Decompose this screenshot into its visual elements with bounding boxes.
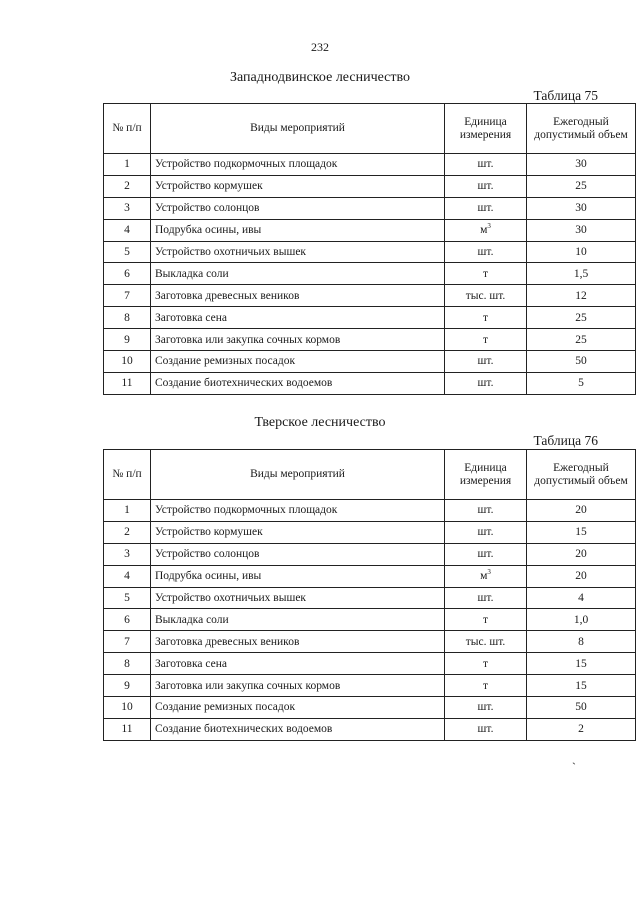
row-number: 11 xyxy=(104,718,151,740)
activity-name: Заготовка или закупка сочных кормов xyxy=(151,329,445,351)
volume-cell: 25 xyxy=(527,307,636,329)
table-row xyxy=(104,609,636,631)
unit-cell: тыс. шт. xyxy=(445,285,527,307)
activity-table-2 xyxy=(103,449,636,741)
unit-cell: шт. xyxy=(445,521,527,543)
activity-name: Подрубка осины, ивы xyxy=(151,565,445,587)
unit-text: м xyxy=(480,570,488,583)
col-header-name: Виды мероприятий xyxy=(151,104,445,154)
row-number: 1 xyxy=(104,500,151,522)
table-row xyxy=(104,587,636,609)
table-caption-1: Таблица 75 xyxy=(533,88,598,103)
activity-name: Устройство солонцов xyxy=(151,543,445,565)
table-header-row xyxy=(104,104,636,154)
activity-name: Заготовка древесных веников xyxy=(151,631,445,653)
row-number: 11 xyxy=(104,372,151,394)
unit-cell: шт. xyxy=(445,241,527,263)
table-row xyxy=(104,675,636,697)
table-row xyxy=(104,285,636,307)
table-row xyxy=(104,241,636,263)
row-number: 2 xyxy=(104,521,151,543)
table-row xyxy=(104,175,636,197)
volume-cell: 4 xyxy=(527,587,636,609)
section-title-1: Западнодвинское лесничество xyxy=(229,70,411,85)
table-caption-2: Таблица 76 xyxy=(533,433,598,448)
row-number: 5 xyxy=(104,241,151,263)
table-row xyxy=(104,154,636,176)
activity-name: Устройство охотничьих вышек xyxy=(151,587,445,609)
table-row xyxy=(104,219,636,241)
row-number: 9 xyxy=(104,329,151,351)
volume-cell: 5 xyxy=(527,372,636,394)
activity-name: Заготовка древесных веников xyxy=(151,285,445,307)
volume-cell: 25 xyxy=(527,175,636,197)
table-row xyxy=(104,307,636,329)
activity-name: Создание биотехнических водоемов xyxy=(151,372,445,394)
volume-cell: 15 xyxy=(527,521,636,543)
volume-cell: 8 xyxy=(527,631,636,653)
row-number: 2 xyxy=(104,175,151,197)
volume-cell: 50 xyxy=(527,351,636,373)
unit-superscript: 3 xyxy=(487,568,491,577)
unit-cell: т xyxy=(445,263,527,285)
table-row xyxy=(104,372,636,394)
table-row xyxy=(104,718,636,740)
table-row xyxy=(104,543,636,565)
table-row xyxy=(104,697,636,719)
unit-cell xyxy=(445,565,527,587)
row-number: 5 xyxy=(104,587,151,609)
row-number: 7 xyxy=(104,285,151,307)
unit-cell: шт. xyxy=(445,543,527,565)
activity-name: Создание биотехнических водоемов xyxy=(151,718,445,740)
unit-cell: шт. xyxy=(445,154,527,176)
unit-cell: шт. xyxy=(445,718,527,740)
row-number: 10 xyxy=(104,697,151,719)
row-number: 3 xyxy=(104,197,151,219)
volume-cell: 15 xyxy=(527,675,636,697)
volume-cell: 20 xyxy=(527,500,636,522)
unit-cell: шт. xyxy=(445,175,527,197)
activity-name: Устройство охотничьих вышек xyxy=(151,241,445,263)
table-row xyxy=(104,197,636,219)
col-header-unit: Единица измерения xyxy=(445,450,527,500)
activity-name: Устройство кормушек xyxy=(151,175,445,197)
col-header-volume: Ежегодный допустимый объем xyxy=(527,450,636,500)
table-row xyxy=(104,565,636,587)
activity-name: Заготовка или закупка сочных кормов xyxy=(151,675,445,697)
activity-name: Заготовка сена xyxy=(151,307,445,329)
unit-cell: тыс. шт. xyxy=(445,631,527,653)
table-row xyxy=(104,351,636,373)
table-row xyxy=(104,653,636,675)
unit-cell: т xyxy=(445,653,527,675)
activity-name: Подрубка осины, ивы xyxy=(151,219,445,241)
row-number: 10 xyxy=(104,351,151,373)
unit-cell: т xyxy=(445,329,527,351)
unit-cell xyxy=(445,219,527,241)
volume-cell: 50 xyxy=(527,697,636,719)
unit-cell: т xyxy=(445,609,527,631)
activity-name: Выкладка соли xyxy=(151,609,445,631)
unit-cell: шт. xyxy=(445,587,527,609)
activity-name: Устройство кормушек xyxy=(151,521,445,543)
table-body-1 xyxy=(104,154,636,395)
unit-cell: т xyxy=(445,675,527,697)
volume-cell: 20 xyxy=(527,565,636,587)
col-header-unit: Единица измерения xyxy=(445,104,527,154)
activity-name: Выкладка соли xyxy=(151,263,445,285)
activity-name: Заготовка сена xyxy=(151,653,445,675)
row-number: 3 xyxy=(104,543,151,565)
row-number: 6 xyxy=(104,263,151,285)
stray-mark: ` xyxy=(572,760,576,774)
activity-name: Устройство подкормочных площадок xyxy=(151,500,445,522)
unit-cell: т xyxy=(445,307,527,329)
col-header-num: № п/п xyxy=(104,104,151,154)
row-number: 7 xyxy=(104,631,151,653)
volume-cell: 2 xyxy=(527,718,636,740)
volume-cell: 30 xyxy=(527,154,636,176)
volume-cell: 1,0 xyxy=(527,609,636,631)
activity-name: Создание ремизных посадок xyxy=(151,351,445,373)
activity-table-1 xyxy=(103,103,636,395)
row-number: 9 xyxy=(104,675,151,697)
row-number: 4 xyxy=(104,219,151,241)
row-number: 1 xyxy=(104,154,151,176)
unit-cell: шт. xyxy=(445,197,527,219)
volume-cell: 20 xyxy=(527,543,636,565)
volume-cell: 30 xyxy=(527,219,636,241)
activity-name: Создание ремизных посадок xyxy=(151,697,445,719)
page-number: 232 xyxy=(311,40,329,54)
activity-name: Устройство солонцов xyxy=(151,197,445,219)
unit-cell: шт. xyxy=(445,351,527,373)
table-body-2 xyxy=(104,500,636,741)
row-number: 8 xyxy=(104,307,151,329)
unit-superscript: 3 xyxy=(487,222,491,231)
unit-text: м xyxy=(480,224,488,237)
table-row xyxy=(104,500,636,522)
volume-cell: 30 xyxy=(527,197,636,219)
volume-cell: 10 xyxy=(527,241,636,263)
table-row xyxy=(104,263,636,285)
unit-cell: шт. xyxy=(445,697,527,719)
table-row xyxy=(104,521,636,543)
section-title-2: Тверское лесничество xyxy=(254,415,386,430)
volume-cell: 15 xyxy=(527,653,636,675)
volume-cell: 12 xyxy=(527,285,636,307)
unit-cell: шт. xyxy=(445,372,527,394)
table-header-row xyxy=(104,450,636,500)
col-header-name: Виды мероприятий xyxy=(151,450,445,500)
volume-cell: 1,5 xyxy=(527,263,636,285)
col-header-num: № п/п xyxy=(104,450,151,500)
volume-cell: 25 xyxy=(527,329,636,351)
table-row xyxy=(104,631,636,653)
row-number: 8 xyxy=(104,653,151,675)
col-header-volume: Ежегодный допустимый объем xyxy=(527,104,636,154)
activity-name: Устройство подкормочных площадок xyxy=(151,154,445,176)
row-number: 4 xyxy=(104,565,151,587)
unit-cell: шт. xyxy=(445,500,527,522)
table-row xyxy=(104,329,636,351)
row-number: 6 xyxy=(104,609,151,631)
